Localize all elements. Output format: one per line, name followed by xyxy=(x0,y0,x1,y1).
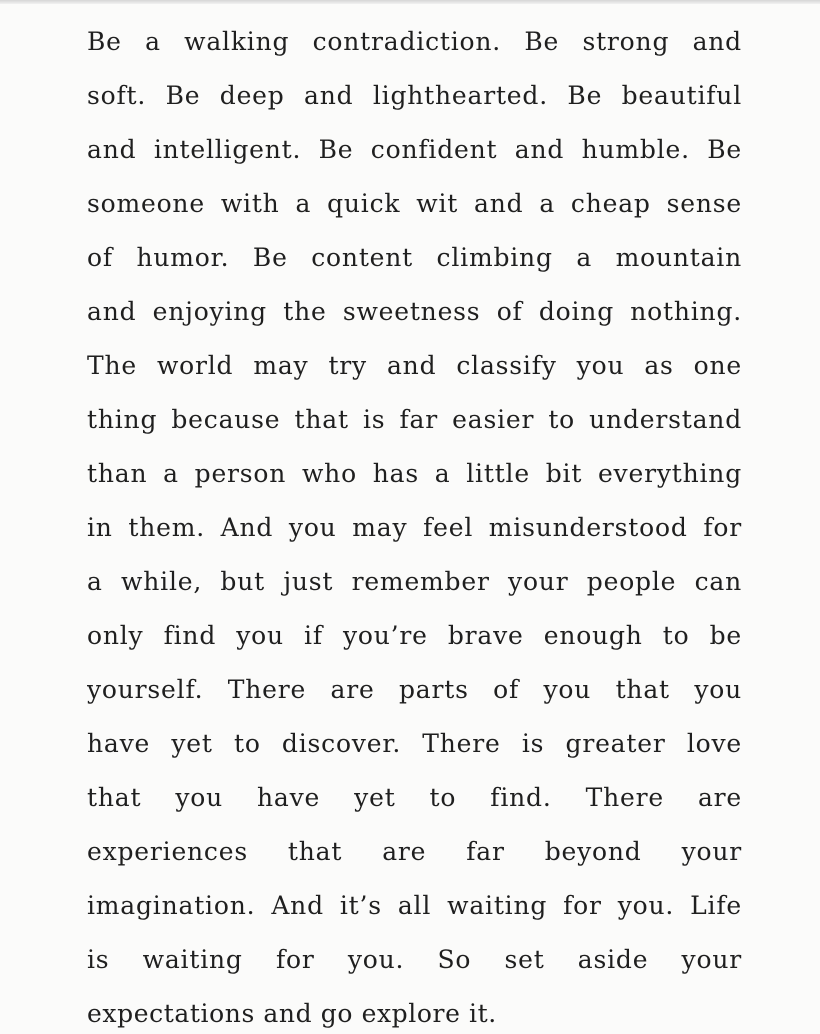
quote-line: Be a walking contradiction. Be strong and xyxy=(87,27,742,56)
quote-line: imagination. And it’s all waiting for you. Life xyxy=(87,891,742,920)
quote-line: than a person who has a little bit everything xyxy=(87,459,742,488)
quote-line: yourself. There are parts of you that you xyxy=(87,675,742,704)
quote-line: have yet to discover. There is greater love xyxy=(87,729,742,758)
quote-line: experiences that are far beyond your xyxy=(87,837,742,866)
quote-line: thing because that is far easier to understand xyxy=(87,405,742,434)
quote-line: a while, but just remember your people can xyxy=(87,567,742,596)
top-divider xyxy=(0,0,820,4)
quote-line: soft. Be deep and lighthearted. Be beautiful xyxy=(87,81,742,110)
quote-line: The world may try and classify you as one xyxy=(87,351,742,380)
quote-line: someone with a quick wit and a cheap sense xyxy=(87,189,742,218)
quote-line: that you have yet to find. There are xyxy=(87,783,742,812)
quote-line: and intelligent. Be confident and humble. Be xyxy=(87,135,742,164)
quote-text-block xyxy=(87,18,742,1034)
quote-line-last: expectations and go explore it. xyxy=(87,999,497,1028)
quote-line: of humor. Be content climbing a mountain xyxy=(87,243,742,272)
quote-line: and enjoying the sweetness of doing nothing. xyxy=(87,297,742,326)
quote-line: only find you if you’re brave enough to be xyxy=(87,621,742,650)
quote-line: is waiting for you. So set aside your xyxy=(87,945,742,974)
quote-line: in them. And you may feel misunderstood for xyxy=(87,513,742,542)
